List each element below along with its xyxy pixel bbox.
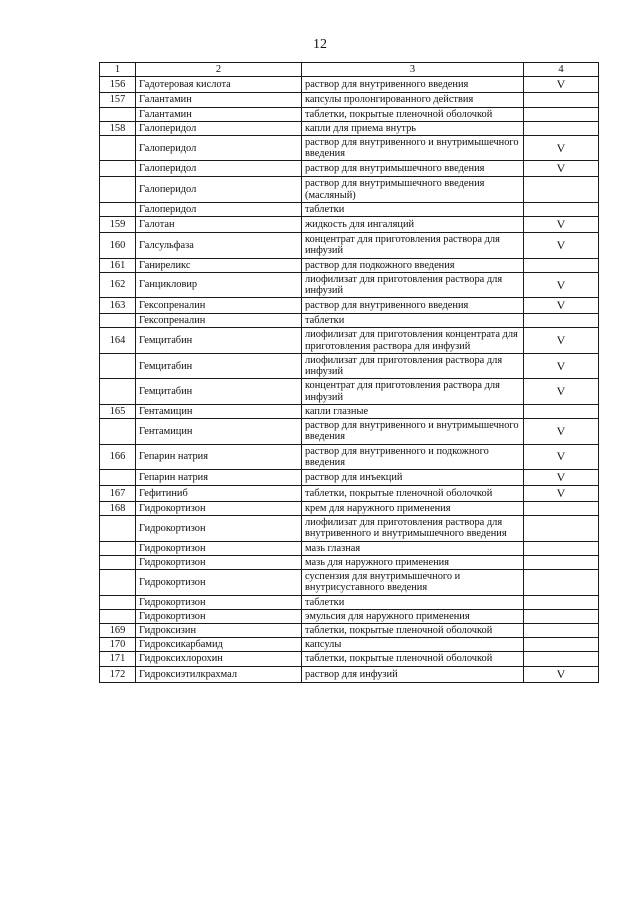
row-number-cell: 169 bbox=[100, 624, 136, 638]
dosage-form-cell: лиофилизат для приготовления раствора для внутривенного и внутримышечного введения bbox=[302, 516, 524, 541]
row-number-cell bbox=[100, 353, 136, 378]
table-row bbox=[100, 107, 599, 121]
row-number-cell bbox=[100, 379, 136, 404]
drug-name-cell: Гидрокортизон bbox=[136, 516, 302, 541]
dosage-form-cell: раствор для внутримышечного введения bbox=[302, 161, 524, 177]
table-row bbox=[100, 501, 599, 515]
drug-name-cell: Гидрокортизон bbox=[136, 595, 302, 609]
row-number-cell: 165 bbox=[100, 404, 136, 418]
table-header-row bbox=[100, 63, 599, 77]
table-row bbox=[100, 419, 599, 444]
row-number-cell: 172 bbox=[100, 666, 136, 682]
drug-name-cell: Галоперидол bbox=[136, 135, 302, 160]
table-row bbox=[100, 177, 599, 202]
drug-name-cell: Гексопреналин bbox=[136, 298, 302, 314]
mark-cell: V bbox=[524, 419, 599, 444]
table-row bbox=[100, 161, 599, 177]
row-number-cell: 159 bbox=[100, 217, 136, 233]
column-header-3: 3 bbox=[302, 63, 524, 77]
mark-cell: V bbox=[524, 444, 599, 469]
column-header-2: 2 bbox=[136, 63, 302, 77]
row-number-cell bbox=[100, 516, 136, 541]
drug-name-cell: Галантамин bbox=[136, 93, 302, 107]
table-row bbox=[100, 77, 599, 93]
dosage-form-cell: раствор для внутривенного и подкожного введения bbox=[302, 444, 524, 469]
mark-cell bbox=[524, 177, 599, 202]
dosage-form-cell: жидкость для ингаляций bbox=[302, 217, 524, 233]
mark-cell bbox=[524, 595, 599, 609]
mark-cell bbox=[524, 121, 599, 135]
row-number-cell bbox=[100, 595, 136, 609]
mark-cell: V bbox=[524, 328, 599, 353]
drug-name-cell: Ганиреликс bbox=[136, 258, 302, 272]
drug-name-cell: Гексопреналин bbox=[136, 314, 302, 328]
table-row bbox=[100, 652, 599, 666]
row-number-cell: 171 bbox=[100, 652, 136, 666]
table-row bbox=[100, 135, 599, 160]
dosage-form-cell: лиофилизат для приготовления раствора для инфузий bbox=[302, 272, 524, 297]
mark-cell bbox=[524, 570, 599, 595]
mark-cell: V bbox=[524, 233, 599, 258]
drug-name-cell: Ганцикловир bbox=[136, 272, 302, 297]
mark-cell bbox=[524, 107, 599, 121]
row-number-cell: 160 bbox=[100, 233, 136, 258]
mark-cell: V bbox=[524, 470, 599, 486]
dosage-form-cell: капсулы bbox=[302, 638, 524, 652]
dosage-form-cell: раствор для внутривенного и внутримышечного введения bbox=[302, 135, 524, 160]
table-row bbox=[100, 541, 599, 555]
row-number-cell bbox=[100, 107, 136, 121]
drug-name-cell: Гентамицин bbox=[136, 404, 302, 418]
row-number-cell: 168 bbox=[100, 501, 136, 515]
row-number-cell: 164 bbox=[100, 328, 136, 353]
row-number-cell: 166 bbox=[100, 444, 136, 469]
mark-cell: V bbox=[524, 298, 599, 314]
row-number-cell: 158 bbox=[100, 121, 136, 135]
table-row bbox=[100, 555, 599, 569]
mark-cell: V bbox=[524, 272, 599, 297]
drug-name-cell: Гидрокортизон bbox=[136, 541, 302, 555]
dosage-form-cell: крем для наружного применения bbox=[302, 501, 524, 515]
dosage-form-cell: таблетки bbox=[302, 595, 524, 609]
mark-cell: V bbox=[524, 161, 599, 177]
dosage-form-cell: таблетки bbox=[302, 314, 524, 328]
drug-name-cell: Гадотеровая кислота bbox=[136, 77, 302, 93]
row-number-cell bbox=[100, 555, 136, 569]
drug-name-cell: Галоперидол bbox=[136, 177, 302, 202]
table-row bbox=[100, 624, 599, 638]
table-row bbox=[100, 93, 599, 107]
table-row bbox=[100, 516, 599, 541]
drug-name-cell: Галоперидол bbox=[136, 161, 302, 177]
table-row bbox=[100, 328, 599, 353]
dosage-form-cell: мазь для наружного применения bbox=[302, 555, 524, 569]
dosage-form-cell: раствор для внутримышечного введения (масляный) bbox=[302, 177, 524, 202]
table-row bbox=[100, 595, 599, 609]
table-row bbox=[100, 121, 599, 135]
drug-name-cell: Галсульфаза bbox=[136, 233, 302, 258]
table-row bbox=[100, 470, 599, 486]
row-number-cell: 162 bbox=[100, 272, 136, 297]
dosage-form-cell: раствор для внутривенного введения bbox=[302, 77, 524, 93]
drug-name-cell: Гидрокортизон bbox=[136, 555, 302, 569]
drug-name-cell: Галотан bbox=[136, 217, 302, 233]
drug-name-cell: Гидроксикарбамид bbox=[136, 638, 302, 652]
dosage-form-cell: раствор для внутривенного и внутримышечного введения bbox=[302, 419, 524, 444]
mark-cell bbox=[524, 501, 599, 515]
table-row bbox=[100, 379, 599, 404]
table-row bbox=[100, 666, 599, 682]
table-row bbox=[100, 202, 599, 216]
mark-cell bbox=[524, 202, 599, 216]
table-row bbox=[100, 217, 599, 233]
drug-table bbox=[99, 62, 599, 683]
mark-cell bbox=[524, 93, 599, 107]
row-number-cell bbox=[100, 541, 136, 555]
drug-name-cell: Гидрокортизон bbox=[136, 609, 302, 623]
mark-cell bbox=[524, 541, 599, 555]
mark-cell bbox=[524, 609, 599, 623]
drug-name-cell: Гидрокортизон bbox=[136, 570, 302, 595]
dosage-form-cell: эмульсия для наружного применения bbox=[302, 609, 524, 623]
row-number-cell bbox=[100, 177, 136, 202]
mark-cell bbox=[524, 624, 599, 638]
row-number-cell: 170 bbox=[100, 638, 136, 652]
dosage-form-cell: суспензия для внутримышечного и внутрисуставного введения bbox=[302, 570, 524, 595]
table-row bbox=[100, 353, 599, 378]
row-number-cell bbox=[100, 314, 136, 328]
row-number-cell: 167 bbox=[100, 485, 136, 501]
drug-name-cell: Гентамицин bbox=[136, 419, 302, 444]
table-row bbox=[100, 258, 599, 272]
column-header-4: 4 bbox=[524, 63, 599, 77]
table-row bbox=[100, 485, 599, 501]
row-number-cell bbox=[100, 202, 136, 216]
dosage-form-cell: таблетки, покрытые пленочной оболочкой bbox=[302, 485, 524, 501]
table-row bbox=[100, 609, 599, 623]
drug-name-cell: Гемцитабин bbox=[136, 353, 302, 378]
drug-name-cell: Галоперидол bbox=[136, 121, 302, 135]
mark-cell: V bbox=[524, 485, 599, 501]
drug-name-cell: Гемцитабин bbox=[136, 379, 302, 404]
row-number-cell bbox=[100, 470, 136, 486]
dosage-form-cell: капсулы пролонгированного действия bbox=[302, 93, 524, 107]
row-number-cell: 156 bbox=[100, 77, 136, 93]
dosage-form-cell: таблетки bbox=[302, 202, 524, 216]
row-number-cell bbox=[100, 419, 136, 444]
mark-cell bbox=[524, 258, 599, 272]
row-number-cell: 157 bbox=[100, 93, 136, 107]
dosage-form-cell: раствор для подкожного введения bbox=[302, 258, 524, 272]
dosage-form-cell: мазь глазная bbox=[302, 541, 524, 555]
drug-name-cell: Гемцитабин bbox=[136, 328, 302, 353]
dosage-form-cell: раствор для инфузий bbox=[302, 666, 524, 682]
mark-cell: V bbox=[524, 666, 599, 682]
drug-name-cell: Гепарин натрия bbox=[136, 470, 302, 486]
dosage-form-cell: лиофилизат для приготовления концентрата для приготовления раствора для инфузий bbox=[302, 328, 524, 353]
row-number-cell bbox=[100, 135, 136, 160]
mark-cell: V bbox=[524, 353, 599, 378]
drug-name-cell: Гидроксиэтилкрахмал bbox=[136, 666, 302, 682]
table-row bbox=[100, 570, 599, 595]
drug-name-cell: Гидроксизин bbox=[136, 624, 302, 638]
row-number-cell bbox=[100, 161, 136, 177]
drug-name-cell: Гидроксихлорохин bbox=[136, 652, 302, 666]
dosage-form-cell: капли глазные bbox=[302, 404, 524, 418]
drug-name-cell: Гидрокортизон bbox=[136, 501, 302, 515]
table-row bbox=[100, 444, 599, 469]
drug-name-cell: Гефитиниб bbox=[136, 485, 302, 501]
mark-cell: V bbox=[524, 135, 599, 160]
table-row bbox=[100, 638, 599, 652]
mark-cell: V bbox=[524, 77, 599, 93]
row-number-cell bbox=[100, 570, 136, 595]
dosage-form-cell: концентрат для приготовления раствора для инфузий bbox=[302, 233, 524, 258]
dosage-form-cell: концентрат для приготовления раствора для инфузий bbox=[302, 379, 524, 404]
drug-name-cell: Галоперидол bbox=[136, 202, 302, 216]
dosage-form-cell: таблетки, покрытые пленочной оболочкой bbox=[302, 107, 524, 121]
mark-cell: V bbox=[524, 379, 599, 404]
table-row bbox=[100, 233, 599, 258]
column-header-1: 1 bbox=[100, 63, 136, 77]
dosage-form-cell: таблетки, покрытые пленочной оболочкой bbox=[302, 624, 524, 638]
table-row bbox=[100, 298, 599, 314]
mark-cell bbox=[524, 555, 599, 569]
dosage-form-cell: капли для приема внутрь bbox=[302, 121, 524, 135]
row-number-cell bbox=[100, 609, 136, 623]
drug-name-cell: Гепарин натрия bbox=[136, 444, 302, 469]
drug-name-cell: Галантамин bbox=[136, 107, 302, 121]
mark-cell: V bbox=[524, 217, 599, 233]
row-number-cell: 161 bbox=[100, 258, 136, 272]
dosage-form-cell: таблетки, покрытые пленочной оболочкой bbox=[302, 652, 524, 666]
dosage-form-cell: раствор для внутривенного введения bbox=[302, 298, 524, 314]
mark-cell bbox=[524, 638, 599, 652]
mark-cell bbox=[524, 516, 599, 541]
table-row bbox=[100, 404, 599, 418]
dosage-form-cell: лиофилизат для приготовления раствора для инфузий bbox=[302, 353, 524, 378]
table-row bbox=[100, 272, 599, 297]
mark-cell bbox=[524, 314, 599, 328]
row-number-cell: 163 bbox=[100, 298, 136, 314]
mark-cell bbox=[524, 652, 599, 666]
mark-cell bbox=[524, 404, 599, 418]
dosage-form-cell: раствор для инъекций bbox=[302, 470, 524, 486]
table-row bbox=[100, 314, 599, 328]
page-number: 12 bbox=[313, 37, 327, 52]
